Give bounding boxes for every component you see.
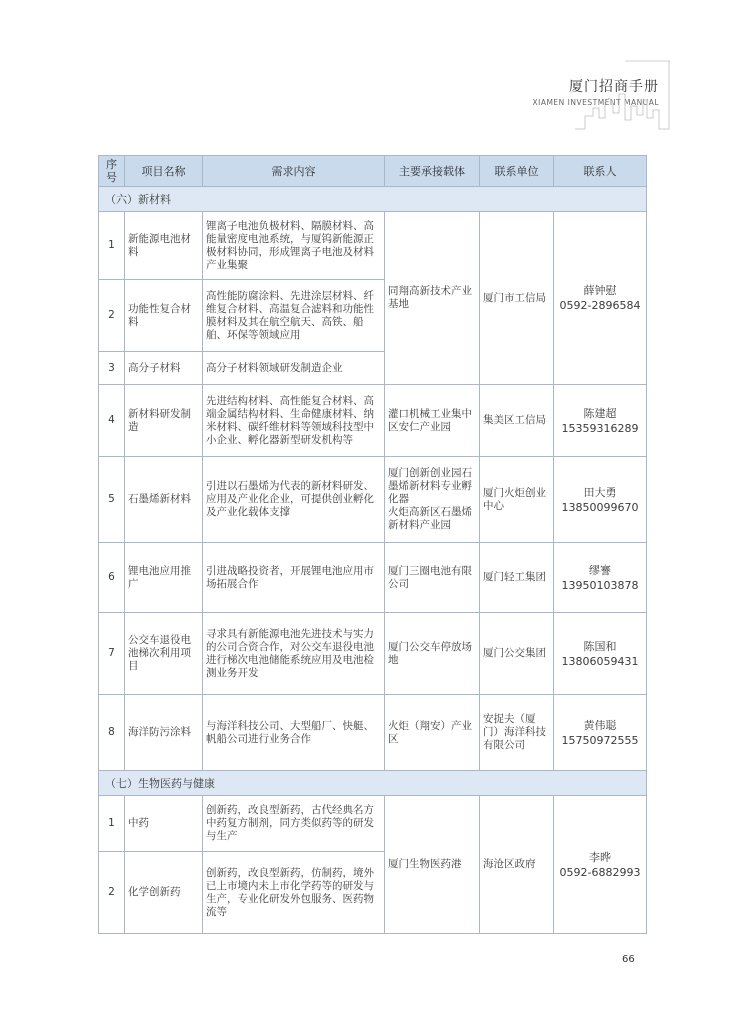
col-header-unit: 联系单位 bbox=[480, 156, 554, 187]
row-contact bbox=[554, 796, 647, 934]
contact-name: 陈建超 bbox=[583, 406, 617, 420]
contact-name: 薛钟慰 bbox=[583, 284, 617, 297]
manual-subtitle: XIAMEN INVESTMENT MANUAL bbox=[532, 98, 659, 107]
row-name: 海洋防污涂料 bbox=[125, 695, 203, 771]
contact-name: 田大勇 bbox=[583, 485, 617, 499]
col-header-contact: 联系人 bbox=[554, 156, 647, 187]
row-no: 6 bbox=[99, 543, 125, 613]
col-header-demand: 需求内容 bbox=[203, 156, 385, 187]
row-name: 锂电池应用推广 bbox=[125, 543, 203, 613]
col-header-name: 项目名称 bbox=[125, 156, 203, 187]
row-name: 石墨烯新材料 bbox=[125, 457, 203, 543]
row-contact bbox=[554, 695, 647, 771]
row-unit: 海沧区政府 bbox=[480, 796, 554, 934]
row-no: 1 bbox=[99, 796, 125, 852]
table-row bbox=[99, 457, 647, 543]
row-no: 8 bbox=[99, 695, 125, 771]
row-no: 7 bbox=[99, 613, 125, 695]
row-carrier: 厦门公交车停放场地 bbox=[385, 613, 480, 695]
contact-name: 李晔 bbox=[589, 850, 611, 864]
row-contact bbox=[554, 212, 647, 385]
contact-phone: 0592-2896584 bbox=[559, 299, 641, 312]
investment-table bbox=[98, 155, 647, 934]
contact-phone: 15750972555 bbox=[561, 733, 639, 747]
row-unit: 集美区工信局 bbox=[480, 385, 554, 457]
row-demand: 高性能防腐涂料、先进涂层材料、纤维复合材料、高温复合滤料和功能性膜材料及其在航空航天、高铁、船舶、环保等领域应用 bbox=[203, 280, 385, 352]
row-unit: 厦门公交集团 bbox=[480, 613, 554, 695]
row-demand: 高分子材料领域研发制造企业 bbox=[203, 352, 385, 385]
table-row bbox=[99, 385, 647, 457]
row-name: 高分子材料 bbox=[125, 352, 203, 385]
col-header-no: 序号 bbox=[99, 156, 125, 187]
row-no: 2 bbox=[99, 852, 125, 934]
table-row bbox=[99, 695, 647, 771]
row-carrier: 火炬（翔安）产业区 bbox=[385, 695, 480, 771]
row-unit: 安捉夫（厦门）海洋科技有限公司 bbox=[480, 695, 554, 771]
row-name: 化学创新药 bbox=[125, 852, 203, 934]
row-contact bbox=[554, 457, 647, 543]
table-row bbox=[99, 543, 647, 613]
row-demand: 引进以石墨烯为代表的新材料研发、应用及产业化企业，可提供创业孵化及产业化载体支撑 bbox=[203, 457, 385, 543]
page-number: 66 bbox=[622, 954, 635, 965]
row-no: 2 bbox=[99, 280, 125, 352]
row-carrier: 厦门创新创业园石墨烯新材料专业孵化器 火炬高新区石墨烯新材料产业园 bbox=[385, 457, 480, 543]
row-demand: 引进战略投资者，开展锂电池应用市场拓展合作 bbox=[203, 543, 385, 613]
row-contact bbox=[554, 385, 647, 457]
row-name: 功能性复合材料 bbox=[125, 280, 203, 352]
row-contact bbox=[554, 543, 647, 613]
row-unit: 厦门市工信局 bbox=[480, 212, 554, 385]
section-label: （六）新材料 bbox=[99, 187, 647, 212]
row-no: 3 bbox=[99, 352, 125, 385]
section-label: （七）生物医药与健康 bbox=[99, 771, 647, 796]
contact-name: 黄伟聪 bbox=[583, 718, 617, 732]
contact-phone: 13950103878 bbox=[561, 578, 639, 592]
row-name: 公交车退役电池梯次利用项目 bbox=[125, 613, 203, 695]
row-demand: 锂离子电池负极材料、隔膜材料、高能量密度电池系统，与厦钨新能源正极材料协同，形成锂离子电池及材料产业集聚 bbox=[203, 212, 385, 280]
row-contact bbox=[554, 613, 647, 695]
row-carrier: 厦门生物医药港 bbox=[385, 796, 480, 934]
table-row bbox=[99, 613, 647, 695]
row-carrier: 厦门三圈电池有限公司 bbox=[385, 543, 480, 613]
table-header-row bbox=[99, 156, 647, 187]
row-no: 1 bbox=[99, 212, 125, 280]
row-unit: 厦门火炬创业中心 bbox=[480, 457, 554, 543]
section-row bbox=[99, 187, 647, 212]
contact-name: 缪謇 bbox=[589, 563, 611, 577]
row-demand: 创新药，改良型新药，古代经典名方中药复方制剂，同方类似药等的研发与生产 bbox=[203, 796, 385, 852]
section-row bbox=[99, 771, 647, 796]
row-no: 4 bbox=[99, 385, 125, 457]
contact-phone: 13806059431 bbox=[561, 654, 639, 668]
contact-name: 陈国和 bbox=[583, 639, 617, 653]
col-header-carrier: 主要承接载体 bbox=[385, 156, 480, 187]
row-carrier: 灌口机械工业集中区安仁产业园 bbox=[385, 385, 480, 457]
table-row bbox=[99, 796, 647, 852]
row-name: 新材料研发制造 bbox=[125, 385, 203, 457]
row-demand: 与海洋科技公司、大型船厂、快艇、帆船公司进行业务合作 bbox=[203, 695, 385, 771]
contact-phone: 13850099670 bbox=[561, 500, 639, 514]
manual-title: 厦门招商手册 bbox=[569, 79, 659, 95]
row-unit: 厦门轻工集团 bbox=[480, 543, 554, 613]
row-name: 新能源电池材料 bbox=[125, 212, 203, 280]
city-skyline-icon bbox=[575, 58, 670, 130]
row-demand: 创新药，改良型新药，仿制药，境外已上市境内未上市化学药等的研发与生产，专业化研发外包服务、医药物流等 bbox=[203, 852, 385, 934]
row-name: 中药 bbox=[125, 796, 203, 852]
row-demand: 寻求具有新能源电池先进技术与实力的公司合资合作，对公交车退役电池进行梯次电池储能系统应用及电池检测业务开发 bbox=[203, 613, 385, 695]
contact-phone: 15359316289 bbox=[561, 421, 639, 435]
row-demand: 先进结构材料、高性能复合材料、高端金属结构材料、生命健康材料、纳米材料、碳纤维材料等领域科技型中小企业、孵化器新型研发机构等 bbox=[203, 385, 385, 457]
table-row bbox=[99, 212, 647, 280]
contact-phone: 0592-6882993 bbox=[559, 865, 641, 879]
row-no: 5 bbox=[99, 457, 125, 543]
row-carrier: 同翔高新技术产业基地 bbox=[385, 212, 480, 385]
